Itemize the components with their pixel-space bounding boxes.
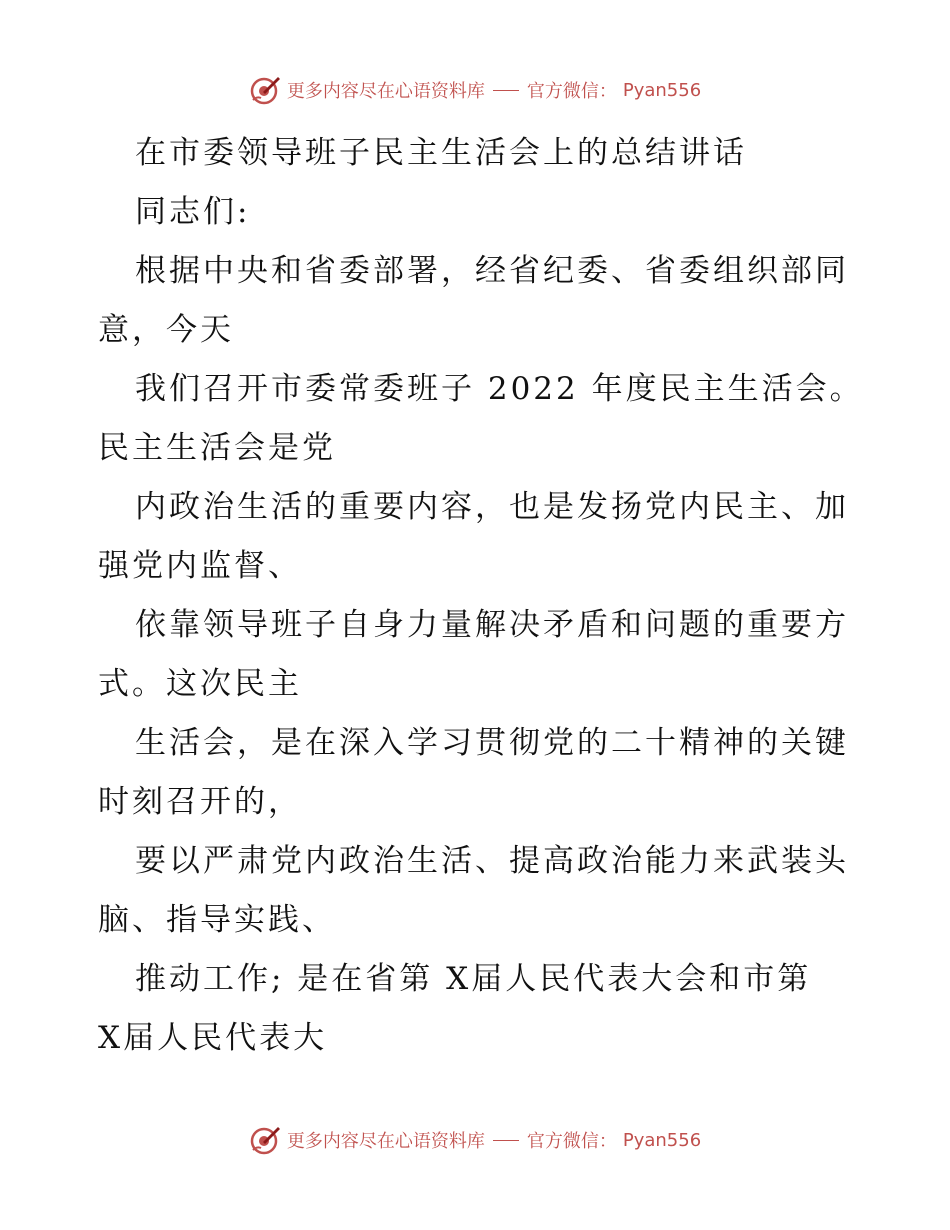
watermark-wechat-label: 官方微信：	[526, 81, 617, 102]
text-line: 同志们:	[135, 194, 251, 230]
watermark-wechat-label: 官方微信：	[526, 1131, 617, 1152]
text-line: 依靠领导班子自身力量解决矛盾和问题的重要方	[135, 607, 849, 643]
watermark-separator	[493, 1140, 519, 1141]
text-line: 推动工作; 是在省第 X届人民代表大会和市第	[135, 961, 812, 997]
text-line: 我们召开市委常委班子 2022 年度民主生活会。	[135, 371, 864, 407]
header-watermark	[0, 74, 950, 106]
text-line: 强党内监督、	[98, 548, 302, 584]
watermark-separator	[493, 90, 519, 91]
text-line: 生活会，是在深入学习贯彻党的二十精神的关键	[135, 725, 849, 761]
text-line: 民主生活会是党	[98, 430, 336, 466]
text-line: 根据中央和省委部署，经省纪委、省委组织部同	[135, 253, 849, 289]
watermark-wechat-id: Pyan556	[622, 1129, 702, 1151]
text-line: 要以严肃党内政治生活、提高政治能力来武装头	[135, 843, 849, 879]
pen-logo-icon	[249, 1124, 281, 1156]
watermark-slogan: 更多内容尽在心语资料库	[286, 81, 485, 102]
text-line: 式。这次民主	[98, 666, 302, 702]
text-line: 时刻召开的，	[98, 784, 302, 820]
pen-logo-icon	[249, 74, 281, 106]
watermark-wechat-id: Pyan556	[622, 79, 702, 101]
watermark-slogan: 更多内容尽在心语资料库	[286, 1131, 485, 1152]
text-line: 脑、指导实践、	[98, 902, 336, 938]
text-line: 内政治生活的重要内容，也是发扬党内民主、加	[135, 489, 849, 525]
footer-watermark	[0, 1124, 950, 1156]
text-line: 在市委领导班子民主生活会上的总结讲话	[135, 135, 747, 171]
document-body	[98, 124, 864, 1068]
text-line: 意，今天	[98, 312, 234, 348]
text-line: X届人民代表大	[98, 1020, 328, 1056]
